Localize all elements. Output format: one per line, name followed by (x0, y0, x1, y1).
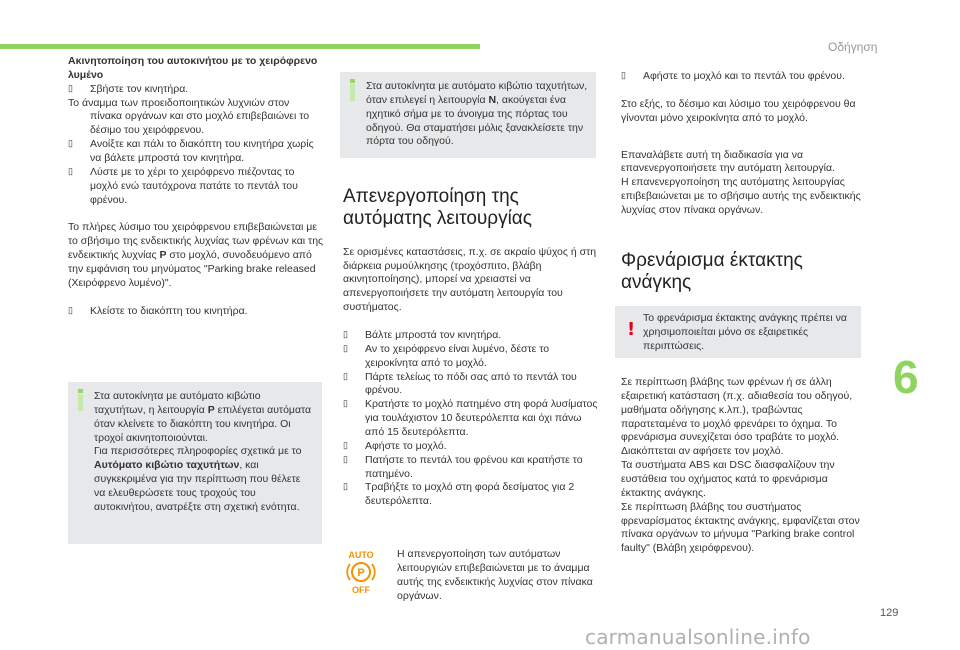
col2-bullet-2 (343, 343, 599, 371)
col2-bullet-4 (343, 398, 599, 440)
bullet-arrow-icon: ▯ (343, 370, 348, 381)
column-3 (621, 70, 861, 294)
column-2 (343, 186, 599, 509)
col2-para-1: Σε ορισμένες καταστάσεις, π.χ. σε ακραίο ψύχος ή στη διάρκεια ρυμούλκησης (τροχόσπιτο, βλάβη ακινητοποίησης), μπορεί να χρειαστεί να απενεργοποιήσετε την αυτόματη λειτουργία του συστήματος. (343, 245, 597, 314)
col3-para-4: Σε περίπτωση βλάβης των φρένων ή σε άλλη εξαιρετική κατάσταση (π.χ. αδιαθεσία του οδηγού, μαθήματα οδήγησης κ.λπ.), τραβώντας παρατεταμένα το μοχλό φρενάρει το όχημα. Το φρενάρισμα συνεχίζεται όσο τραβάτε το μοχλό. Διακόπτεται αν αφήσετε τον μοχλό. (621, 376, 853, 458)
col2-note-a: Στα αυτοκίνητα με αυτόματο κιβώτιο ταχυτήτων, όταν επιλεγεί η λειτουργία (366, 80, 588, 106)
col1-note-b: επιλέγεται αυτόματα όταν κλείνετε το διακόπτη του κινητήρα. Οι τροχοί ακινητοποιούνται. (94, 403, 312, 444)
col1-bullet-3 (68, 166, 324, 208)
col2-bullet-1-text: Βάλτε μπροστά τον κινητήρα. (365, 328, 502, 341)
col3-warning-text: Το φρενάρισμα έκτακτης ανάγκης πρέπει να χρησιμοποιείται μόνο σε εξαιρετικές περιπτώσεις. (643, 312, 847, 352)
page-number: 129 (880, 607, 899, 619)
col2-note-b: , ακούγεται ένα ηχητικό σήμα με το άνοιγμα της πόρτας του οδηγού. Θα σταματήσει μόλις ξανακλείσετε την πόρτα του οδηγού. (366, 93, 584, 148)
col1-bullet-4 (68, 305, 324, 319)
col3-bullet-1 (621, 70, 861, 84)
column-3-lower (621, 376, 861, 556)
bullet-arrow-icon: ▯ (621, 70, 626, 80)
icon-bottom-text: OFF (352, 585, 370, 595)
col2-bullet-3-text: Πάρτε τελείως το πόδι σας από το πεντάλ του φρένου. (365, 370, 577, 397)
col1-note-bold2: Αυτόματο κιβώτιο ταχυτήτων (94, 459, 240, 472)
col1-note-d: , και συγκεκριμένα για την περίπτωση που θέλετε να ελευθερώσετε τους τροχούς του αυτοκινήτου, ανατρέξτε στη σχετική ενότητα. (94, 459, 301, 513)
warning-exclamation-icon: ! (627, 319, 636, 340)
col3-para-6: Σε περίπτωση βλάβης του συστήματος φρεναρίσματος έκτακτης ανάγκης, εμφανίζεται στον πίνακα οργάνων το μήνυμα "Parking brake control faulty" (Βλάβη χειρόφρενου). (621, 500, 860, 555)
col3-bullet-1-text: Αφήστε το μοχλό και το πεντάλ του φρένου. (643, 70, 845, 82)
col1-para-2 (68, 221, 324, 290)
col1-para-1 (68, 97, 324, 139)
col1-heading: Ακινητοποίηση του αυτοκινήτου με το χειρόφρενο λυμένο (68, 55, 318, 81)
col2-note-bold: N (488, 93, 497, 106)
col2-bullet-5 (343, 440, 599, 454)
info-icon (78, 394, 83, 411)
col2-bullet-7-text: Τραβήξτε το μοχλό στη φορά δεσίματος για 2 δευτερόλεπτα. (365, 481, 575, 508)
col3-warning-note (615, 306, 861, 358)
col1-para-1-text: Το άναμμα των προειδοποιητικών λυχνιών στον πίνακα οργάνων και στο μοχλό επιβεβαιώνει το δέσιμο του χειρόφρενου. (68, 96, 310, 137)
bullet-arrow-icon: ▯ (68, 165, 73, 176)
col1-info-note (68, 382, 322, 544)
bullet-arrow-icon: ▯ (68, 138, 73, 149)
info-icon (350, 84, 355, 101)
col1-note-a: Στα αυτοκίνητα με αυτόματο κιβώτιο ταχυτήτων, η λειτουργία (94, 390, 261, 416)
bullet-arrow-icon: ▯ (343, 398, 348, 409)
col2-bullet-6 (343, 454, 599, 482)
col2-note-text (366, 80, 588, 149)
col1-bullet-2-text: Ανοίξτε και πάλι το διακόπτη του κινητήρα χωρίς να βάλετε μπροστά τον κινητήρα. (90, 138, 314, 165)
bullet-arrow-icon: ▯ (343, 439, 348, 450)
col1-note-c: Για περισσότερες πληροφορίες σχετικά με το (94, 445, 302, 458)
col1-note-bold1: P (207, 403, 215, 416)
col3-heading: Φρενάρισμα έκτακτης ανάγκης (621, 249, 803, 293)
col2-info-note (340, 72, 596, 158)
col2-bullet-7 (343, 481, 599, 509)
col3-para-1: Στο εξής, το δέσιμο και λύσιμο του χειρόφρενου θα γίνονται μόνο χειροκίνητα από το μοχλό. (621, 97, 856, 124)
bullet-arrow-icon: ▯ (343, 328, 348, 339)
col1-para-2a: Το πλήρες λύσιμο του χειρόφρενου επιβεβαιώνεται με το σβήσιμο της ενδεικτικής λυχνίας των φρένων και της ενδεικτικής λυχνίας (68, 221, 324, 262)
bullet-arrow-icon: ▯ (68, 304, 73, 315)
column-1 (68, 55, 324, 319)
col1-bullet-1-text: Σβήστε τον κινητήρα. (90, 82, 189, 95)
col2-icon-text: Η απενεργοποίηση των αυτόματων λειτουργιών επιβεβαιώνεται με το άναμμα αυτής της ενδεικτικής λυχνίας στον πίνακα οργάνων. (397, 548, 593, 602)
header-accent-bar (0, 44, 480, 49)
col2-bullet-4-text: Κρατήστε το μοχλό πατημένο στη φορά λυσίματος για τουλάχιστον 10 δευτερόλεπτα και όχι πάνω από 15 δευτερόλεπτα. (365, 398, 598, 438)
col2-icon-caption (397, 548, 597, 603)
icon-top-text: AUTO (348, 550, 374, 560)
chapter-number: 6 (893, 351, 919, 403)
col1-bullet-1 (68, 83, 324, 97)
col1-bullet-4-text: Κλείστε το διακόπτη του κινητήρα. (90, 304, 248, 317)
col2-bullet-2-text: Αν το χειρόφρενο είναι λυμένο, δέστε το χειροκίνητα από το μοχλό. (365, 342, 550, 369)
bullet-arrow-icon: ▯ (343, 453, 348, 464)
bullet-arrow-icon: ▯ (343, 342, 348, 353)
auto-p-off-icon (340, 549, 382, 595)
icon-letter: P (357, 567, 365, 579)
col2-bullet-5-text: Αφήστε το μοχλό. (365, 439, 447, 452)
section-title: Οδήγηση (828, 40, 878, 54)
col2-bullet-1 (343, 329, 599, 343)
bullet-arrow-icon: ▯ (343, 481, 348, 492)
col2-heading: Απενεργοποίηση της αυτόματης λειτουργίας (343, 186, 532, 229)
watermark-text: carmanualsonline.info (585, 625, 811, 649)
col1-para-2b: στο μοχλό, συνοδευόμενο από την εμφάνιση του μηνύματος "Parking brake released (Χειρόφρενο λυμένο)". (68, 249, 316, 289)
col1-note-text (94, 390, 314, 515)
col3-para-5: Τα συστήματα ABS και DSC διασφαλίζουν την ευστάθεια του οχήματος κατά το φρενάρισμα έκτακτης ανάγκης. (621, 459, 835, 499)
col2-bullet-3 (343, 371, 599, 399)
col1-bullet-2 (68, 138, 324, 166)
col3-para-2: Επαναλάβετε αυτή τη διαδικασία για να επανενεργοποιήσετε την αυτόματη λειτουργία. (621, 148, 836, 175)
col3-para-3: Η επανενεργοποίηση της αυτόματης λειτουργίας επιβεβαιώνεται με το σβήσιμο αυτής της ενδεικτικής λυχνίας στον πίνακα οργάνων. (621, 176, 861, 217)
bullet-arrow-icon: ▯ (68, 82, 73, 93)
col1-bullet-3-text: Λύστε με το χέρι το χειρόφρενο πιέζοντας το μοχλό ενώ ταυτόχρονα πατάτε το πεντάλ του φρένου. (90, 165, 298, 206)
col1-para-2-bold: P (159, 249, 167, 262)
col2-bullet-6-text: Πατήστε το πεντάλ του φρένου και κρατήστε το πατημένο. (365, 453, 583, 480)
